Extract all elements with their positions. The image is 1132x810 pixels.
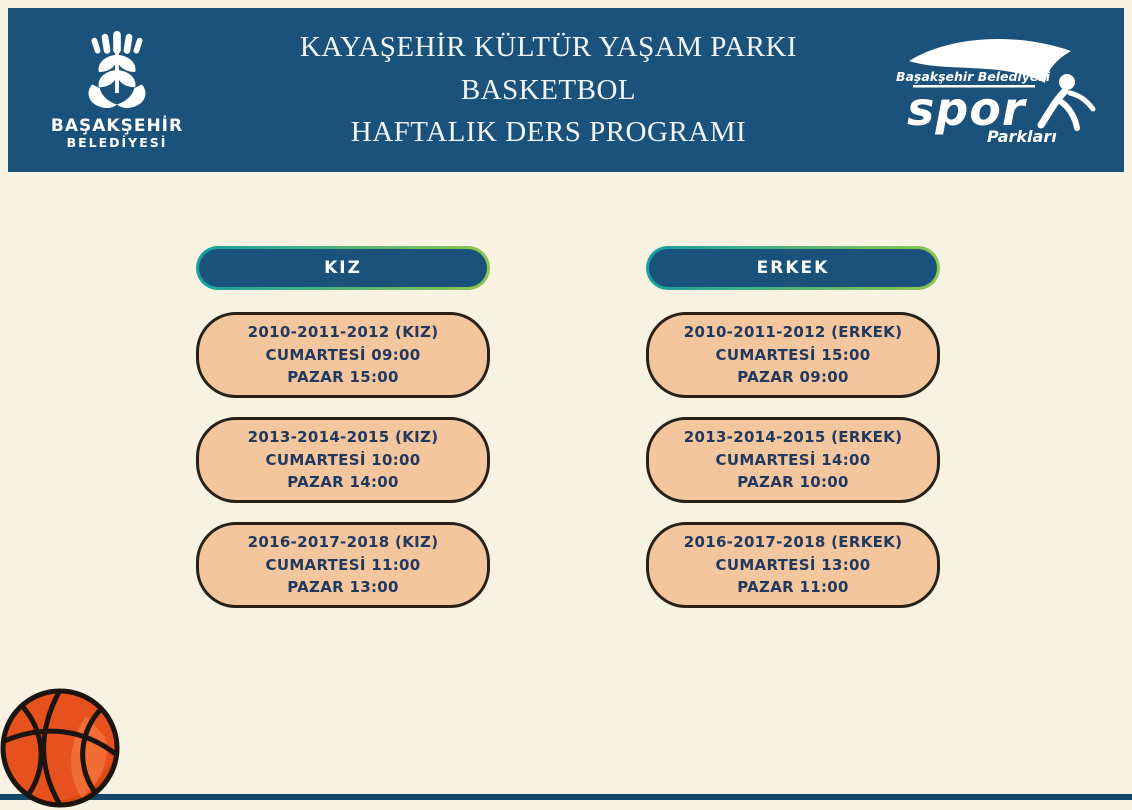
schedule-card xyxy=(196,417,490,503)
municipality-name-line1: BAŞAKŞEHİR xyxy=(50,115,184,136)
card-saturday-time: CUMARTESİ 13:00 xyxy=(715,555,871,574)
card-saturday-time: CUMARTESİ 11:00 xyxy=(265,555,421,574)
page-title xyxy=(202,26,895,155)
card-group-label: 2016-2017-2018 (ERKEK) xyxy=(683,533,903,552)
card-sunday-time: PAZAR 13:00 xyxy=(287,578,399,597)
wheat-hands-icon xyxy=(74,29,160,113)
schedule-card xyxy=(196,312,490,398)
column-header-pill-erkek xyxy=(646,246,940,290)
runner-icon xyxy=(1059,74,1075,90)
municipality-logo xyxy=(32,29,202,152)
spor-parklari-logo xyxy=(895,25,1100,155)
spor-logo-small-text: Başakşehir Belediyesi xyxy=(895,69,1051,84)
page-title-line1: KAYAŞEHİR KÜLTÜR YAŞAM PARKI xyxy=(299,30,798,63)
card-group-label: 2010-2011-2012 (ERKEK) xyxy=(683,323,903,342)
page-title-line2: BASKETBOL xyxy=(460,73,637,106)
spor-logo-big-text: spor xyxy=(907,82,1026,136)
schedule-card xyxy=(196,522,490,608)
municipality-name-line2: BELEDİYESİ xyxy=(66,135,168,151)
bottom-accent-bar xyxy=(0,794,1132,800)
card-saturday-time: CUMARTESİ 15:00 xyxy=(715,345,871,364)
card-saturday-time: CUMARTESİ 10:00 xyxy=(265,450,421,469)
schedule-card xyxy=(646,417,940,503)
schedule-area xyxy=(196,246,940,627)
card-group-label: 2013-2014-2015 (ERKEK) xyxy=(683,428,903,447)
page-title-line3: HAFTALIK DERS PROGRAMI xyxy=(350,116,747,149)
card-group-label: 2010-2011-2012 (KIZ) xyxy=(247,323,439,342)
column-header-label: KIZ xyxy=(324,258,362,278)
header-banner xyxy=(8,8,1124,172)
schedule-card xyxy=(646,312,940,398)
card-saturday-time: CUMARTESİ 14:00 xyxy=(715,450,871,469)
column-erkek xyxy=(646,246,940,627)
card-group-label: 2013-2014-2015 (KIZ) xyxy=(247,428,439,447)
basketball-illustration xyxy=(0,686,122,810)
card-sunday-time: PAZAR 10:00 xyxy=(737,473,849,492)
card-group-label: 2016-2017-2018 (KIZ) xyxy=(247,533,439,552)
schedule-card xyxy=(646,522,940,608)
column-kiz xyxy=(196,246,490,627)
card-sunday-time: PAZAR 11:00 xyxy=(737,578,849,597)
card-sunday-time: PAZAR 14:00 xyxy=(287,473,399,492)
card-saturday-time: CUMARTESİ 09:00 xyxy=(265,345,421,364)
column-header-label: ERKEK xyxy=(756,258,830,278)
card-sunday-time: PAZAR 15:00 xyxy=(287,368,399,387)
card-sunday-time: PAZAR 09:00 xyxy=(737,368,849,387)
spor-logo-sub-text: Parkları xyxy=(987,127,1057,146)
column-header-pill-kiz xyxy=(196,246,490,290)
